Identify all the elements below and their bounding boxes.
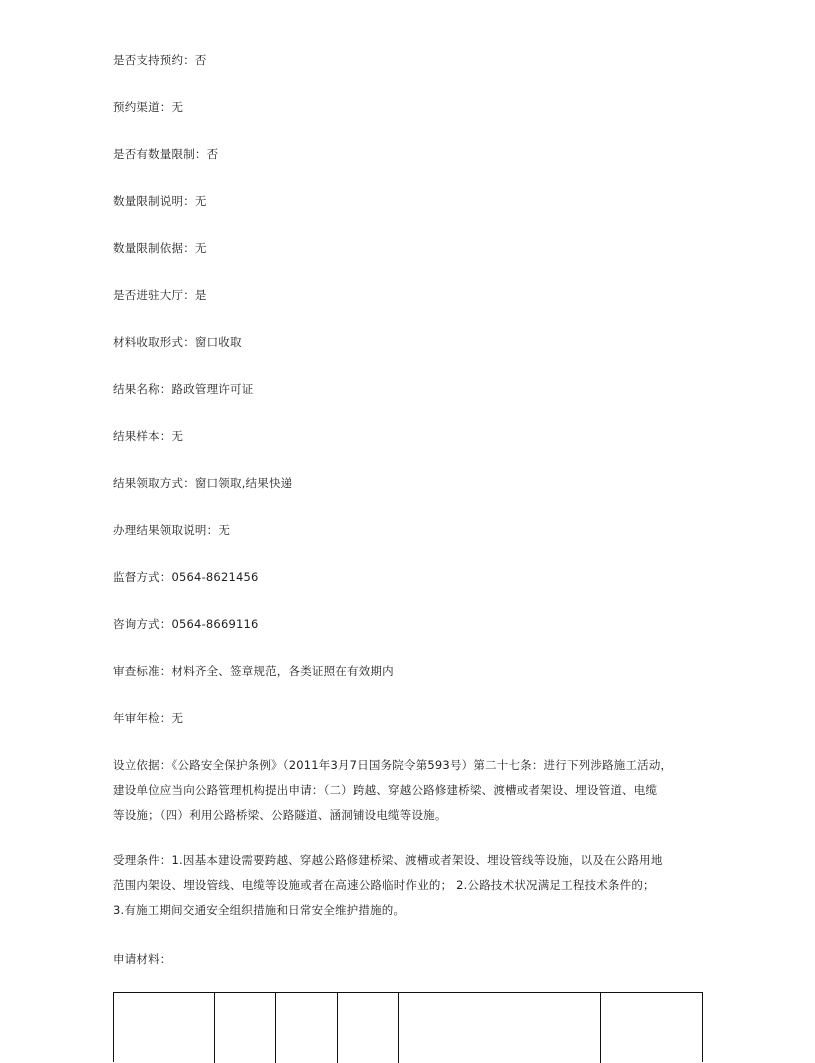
table-column-divider bbox=[600, 993, 601, 1063]
field-label: 年审年检： bbox=[113, 711, 172, 725]
table-column-divider bbox=[275, 993, 276, 1063]
paragraph-line: 建设单位应当向公路管理机构提出申请：（二）跨越、穿越公路修建桥梁、渡槽或者架设、埋设管道、电缆 bbox=[113, 783, 658, 797]
paragraph-line: 范围内架设、埋设管线、电缆等设施或者在高速公路临时作业的； 2.公路技术状况满足工程技术条件的； bbox=[113, 878, 655, 892]
field-value: 是 bbox=[194, 288, 207, 302]
field-value: 窗口收取 bbox=[194, 335, 242, 349]
table-column-divider bbox=[337, 993, 338, 1063]
field-result-name bbox=[113, 381, 253, 397]
paragraph-line: 等设施；（四）利用公路桥梁、公路隧道、涵洞铺设电缆等设施。 bbox=[113, 808, 447, 822]
field-label: 审查标准： bbox=[113, 664, 172, 678]
field-label: 结果领取方式： bbox=[113, 476, 195, 490]
field-value: 无 bbox=[194, 194, 207, 208]
field-result-sample bbox=[113, 428, 183, 444]
field-value: 窗口领取,结果快递 bbox=[194, 476, 293, 490]
field-supervision-contact bbox=[113, 569, 259, 585]
field-label: 结果名称： bbox=[113, 382, 172, 396]
field-appointment-channel bbox=[113, 99, 183, 115]
field-annual-inspection bbox=[113, 710, 183, 726]
field-appointment-support bbox=[113, 52, 207, 68]
paragraph-line: 设立依据：《公路安全保护条例》（2011年3月7日国务院令第593号）第二十七条：进行下列涉路施工活动， bbox=[113, 758, 673, 772]
field-label: 监督方式： bbox=[113, 570, 172, 584]
application-materials-label: 申请材料： bbox=[113, 952, 172, 966]
field-value: 无 bbox=[194, 241, 207, 255]
field-value: 材料齐全、签章规范，各类证照在有效期内 bbox=[171, 664, 394, 678]
field-label: 是否有数量限制： bbox=[113, 147, 207, 161]
field-value: 无 bbox=[171, 100, 184, 114]
field-result-pickup-note bbox=[113, 522, 230, 538]
materials-table bbox=[113, 992, 703, 1062]
field-label: 数量限制说明： bbox=[113, 194, 195, 208]
field-label: 预约渠道： bbox=[113, 100, 172, 114]
table-column-divider bbox=[214, 993, 215, 1063]
field-label: 是否支持预约： bbox=[113, 53, 195, 67]
field-value: 否 bbox=[194, 53, 207, 67]
field-material-collection bbox=[113, 334, 242, 350]
field-label: 办理结果领取说明： bbox=[113, 523, 219, 537]
field-quantity-limit-basis bbox=[113, 240, 207, 256]
field-label: 结果样本： bbox=[113, 429, 172, 443]
field-consultation-contact bbox=[113, 616, 259, 632]
field-label: 是否进驻大厅： bbox=[113, 288, 195, 302]
field-quantity-limit-description bbox=[113, 193, 207, 209]
table-column-divider bbox=[398, 993, 399, 1063]
field-quantity-limit bbox=[113, 146, 218, 162]
field-value: 无 bbox=[218, 523, 231, 537]
legal-basis-paragraph bbox=[113, 753, 693, 828]
field-label: 数量限制依据： bbox=[113, 241, 195, 255]
field-value: 路政管理许可证 bbox=[171, 382, 254, 396]
acceptance-conditions-paragraph bbox=[113, 848, 693, 923]
field-review-standard bbox=[113, 663, 394, 679]
field-result-pickup-method bbox=[113, 475, 292, 491]
field-value: 无 bbox=[171, 429, 184, 443]
field-value: 无 bbox=[171, 711, 184, 725]
field-value: 否 bbox=[206, 147, 219, 161]
field-value: 0564-8669116 bbox=[171, 617, 259, 631]
field-label: 咨询方式： bbox=[113, 617, 172, 631]
paragraph-line: 3.有施工期间交通安全组织措施和日常安全维护措施的。 bbox=[113, 903, 406, 917]
field-value: 0564-8621456 bbox=[171, 570, 259, 584]
field-hall-entry bbox=[113, 287, 207, 303]
paragraph-line: 受理条件：1.因基本建设需要跨越、穿越公路修建桥梁、渡槽或者架设、埋设管线等设施，以及在公路用地 bbox=[113, 853, 663, 867]
field-label: 材料收取形式： bbox=[113, 335, 195, 349]
